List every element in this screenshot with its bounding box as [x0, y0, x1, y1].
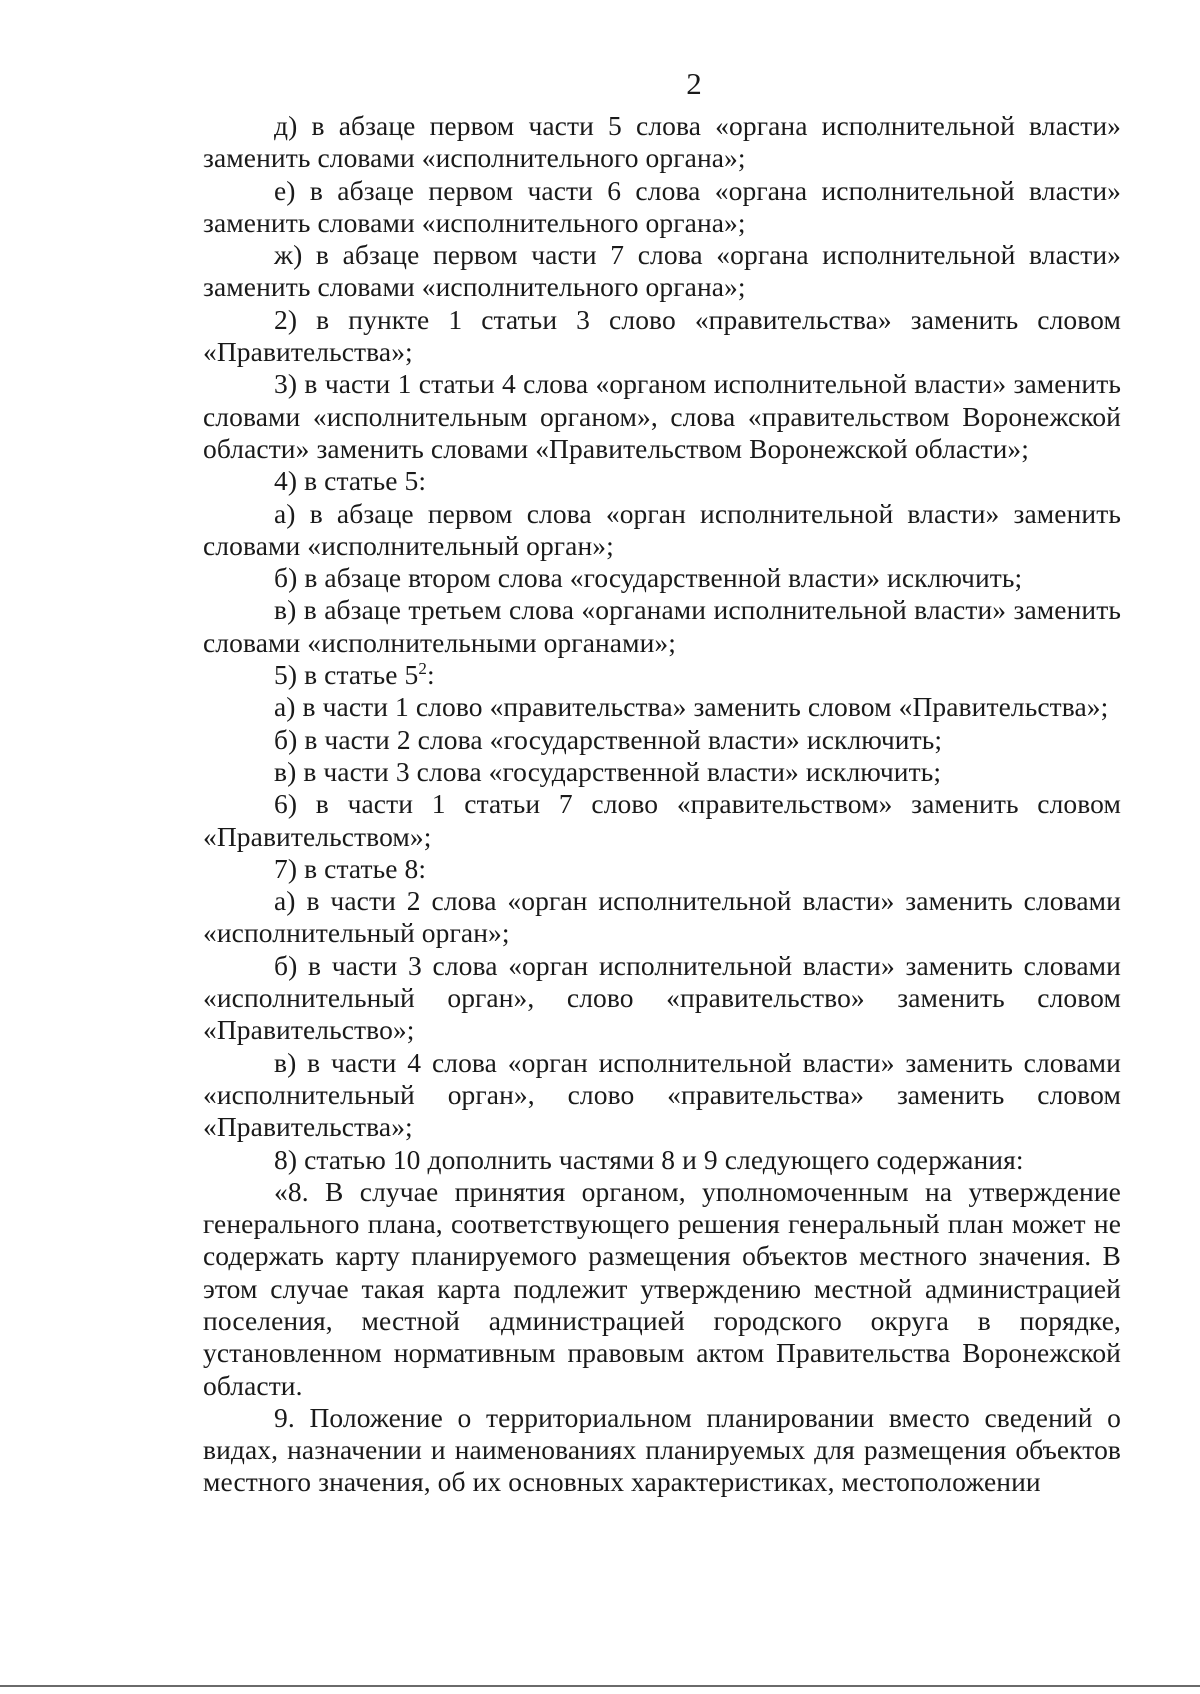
paragraph: б) в части 3 слова «орган исполнительной власти» заменить словами «исполнительный орган», слово «правительство» заменить словом «Правительство»; [203, 949, 1121, 1046]
quoted-paragraph: 9. Положение о территориальном планировании вместо сведений о видах, назначении и наименованиях планируемых для размещения объектов местного значения, об их основных характеристиках, местоположении [203, 1401, 1121, 1498]
document-body [203, 110, 1121, 1499]
superscript: 2 [418, 658, 427, 678]
paragraph: 3) в части 1 статьи 4 слова «органом исполнительной власти» заменить словами «исполнительным органом», слова «правительством Воронежской области» заменить словами «Правительством Воронежской области»; [203, 368, 1121, 464]
quoted-paragraph: «8. В случае принятия органом, уполномоченным на утверждение генерального плана, соответствующего решения генеральный план может не содержать карту планируемого размещения объектов местного значения. В этом случае такая карта подлежит утверждению местной администрацией поселения, местной администрацией городского округа в порядке, установленном нормативным правовым актом Правительства Воронежской области. [203, 1175, 1121, 1401]
paragraph: а) в абзаце первом слова «орган исполнительной власти» заменить словами «исполнительный орган»; [203, 497, 1121, 561]
paragraph: ж) в абзаце первом части 7 слова «органа исполнительной власти» заменить словами «исполнительного органа»; [203, 239, 1121, 303]
paragraph-tail: : [427, 659, 435, 691]
paragraph: д) в абзаце первом части 5 слова «органа исполнительной власти» заменить словами «исполнительного органа»; [203, 110, 1121, 174]
paragraph: б) в части 2 слова «государственной власти» исключить; [274, 723, 943, 755]
paragraph: 6) в части 1 статьи 7 слово «правительством» заменить словом «Правительством»; [203, 788, 1121, 852]
paragraph: в) в части 4 слова «орган исполнительной власти» заменить словами «исполнительный орган», слово «правительства» заменить словом «Правительства»; [203, 1046, 1121, 1143]
paragraph: а) в части 2 слова «орган исполнительной власти» заменить словами «исполнительный орган»; [203, 885, 1121, 949]
scan-edge-line [0, 1685, 1200, 1687]
paragraph-with-superscript [203, 659, 1121, 691]
paragraph: 8) статью 10 дополнить частями 8 и 9 следующего содержания: [274, 1143, 1024, 1175]
paragraph: в) в части 3 слова «государственной власти» исключить; [274, 755, 942, 787]
paragraph: 2) в пункте 1 статьи 3 слово «правительства» заменить словом «Правительства»; [203, 303, 1121, 368]
paragraph-text: 5) в статье 5 [274, 659, 419, 691]
paragraph: е) в абзаце первом части 6 слова «органа исполнительной власти» заменить словами «исполнительного органа»; [203, 174, 1121, 238]
paragraph: б) в абзаце втором слова «государственной власти» исключить; [274, 562, 1023, 594]
paragraph: а) в части 1 слово «правительства» заменить словом «Правительства»; [274, 691, 1109, 723]
paragraph: 4) в статье 5: [274, 465, 427, 497]
paragraph: 7) в статье 8: [274, 852, 427, 884]
paragraph: в) в абзаце третьем слова «органами исполнительной власти» заменить словами «исполнительными органами»; [203, 594, 1121, 658]
page-number: 2 [686, 66, 702, 101]
